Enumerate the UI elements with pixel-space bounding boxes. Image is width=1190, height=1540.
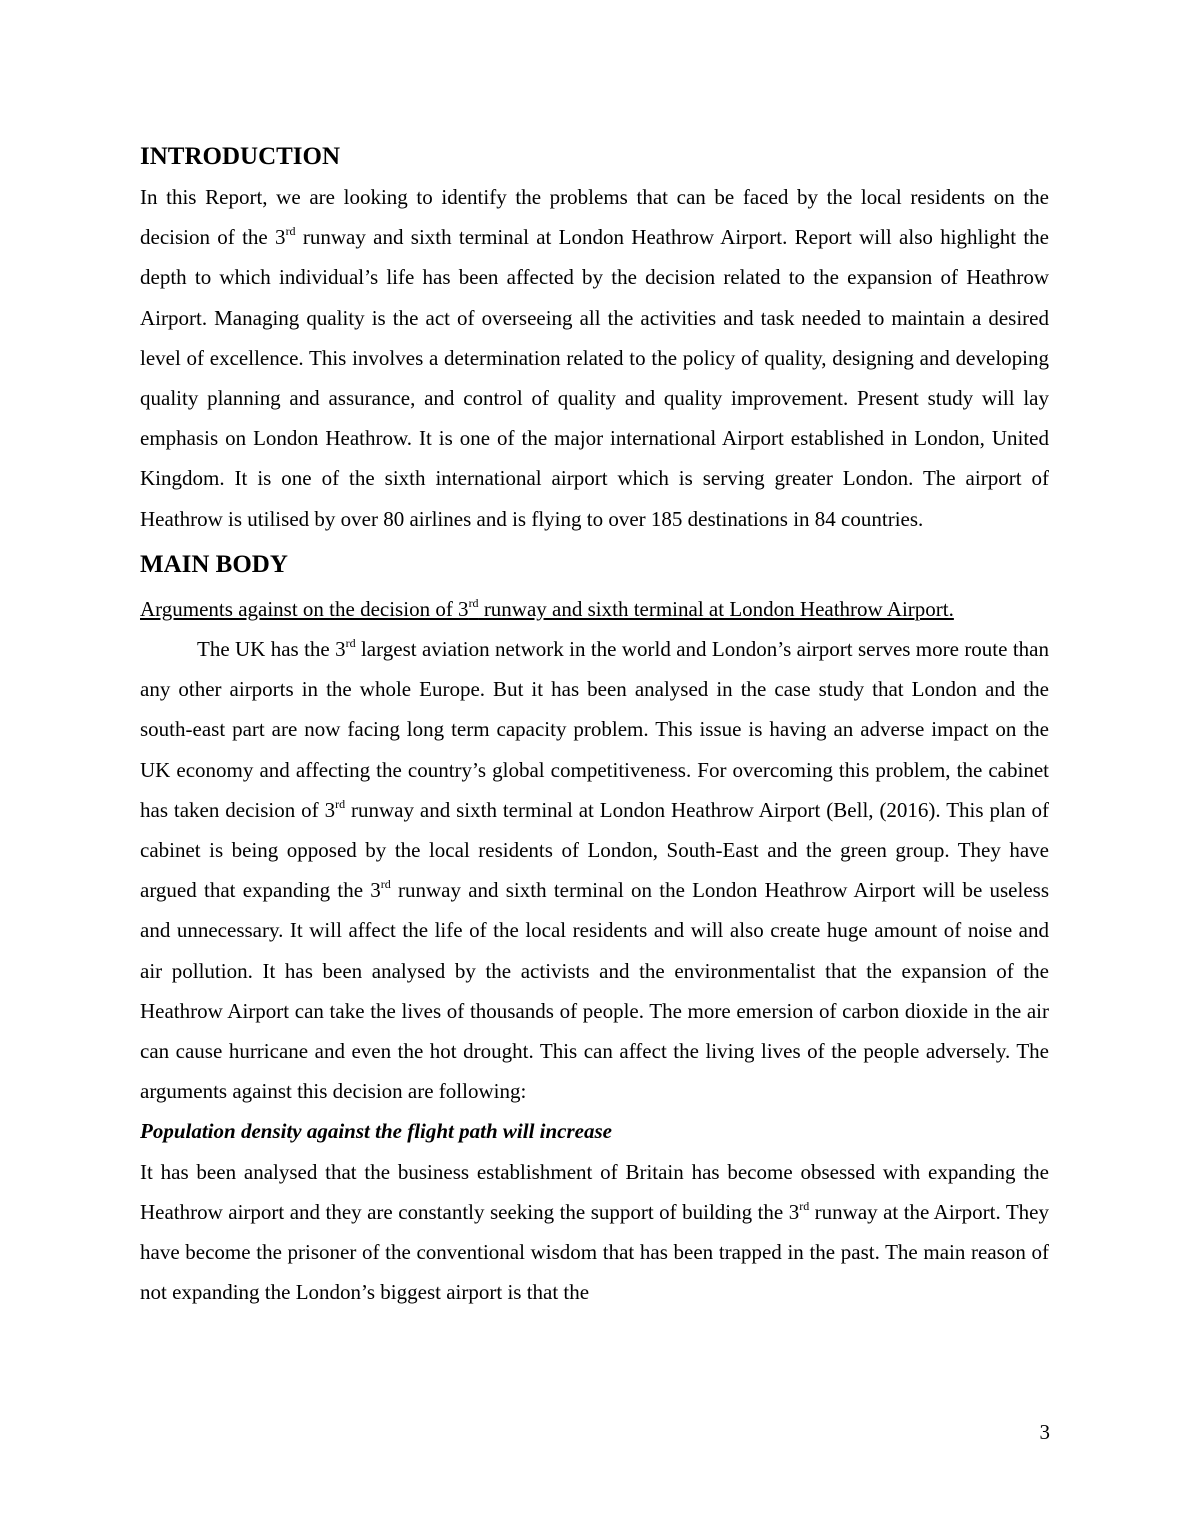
text-run: runway and sixth terminal at London Heathrow Airport. Report will also highlight the depth to which individual’s life has been affected by the decision related to the expansion of Heathrow Airport. Managing quality is the act of overseeing all the activities and task needed to maintain a desired level of excellence. This involves a determination related to the policy of quality, designing and developing quality planning and assurance, and control of quality and quality improvement. Present study will lay emphasis on London Heathrow. It is one of the major international Airport established in London, United Kingdom. It is one of the sixth international airport which is serving greater London. The airport of Heathrow is utilised by over 80 airlines and is flying to over 185 destinations in 84 countries. [140, 225, 1049, 531]
arguments-subheading [140, 589, 1049, 629]
text-run: runway at the Airport. They have become the prisoner of the conventional wisdom that has been trapped in the past. The main reason of not expanding the London’s biggest airport is that the [140, 1199, 1049, 1305]
superscript: rd [799, 1198, 810, 1213]
arguments-paragraph [140, 629, 1049, 1111]
population-density-heading: Population density against the flight path will increase [140, 1119, 612, 1144]
population-density-paragraph [140, 1152, 1049, 1313]
text-run: largest aviation network in the world and London’s airport serves more route than any other airports in the whole Europe. But it has been analysed in the case study that London and the south-east part are now facing long term capacity problem. This issue is having an adverse impact on the UK economy and affecting the country’s global competitiveness. For overcoming this problem, the cabinet has taken decision of 3 [140, 637, 1049, 822]
text-run: The UK has the 3 [197, 637, 346, 662]
introduction-paragraph [140, 177, 1049, 539]
page-number: 3 [1039, 1420, 1050, 1444]
text-run: runway and sixth terminal at London Heathrow Airport. [478, 596, 954, 621]
superscript: rd [380, 877, 391, 892]
introduction-heading: INTRODUCTION [140, 143, 341, 170]
page-content [140, 137, 1049, 1312]
text-run: runway and sixth terminal at London Heathrow Airport (Bell, (2016). This plan of cabinet is being opposed by the local residents of London, South-East and the green group. They have argued that expanding the 3 [140, 797, 1049, 903]
superscript: rd [285, 224, 296, 239]
superscript: rd [335, 796, 346, 811]
main-body-heading: MAIN BODY [140, 550, 288, 578]
text-run: In this Report, we are looking to identify the problems that can be faced by the local residents on the decision of the 3 [140, 185, 1049, 250]
text-run: runway and sixth terminal on the London Heathrow Airport will be useless and unnecessary. It will affect the life of the local residents and will also create huge amount of noise and air pollution. It has been analysed by the activists and the environmentalist that the expansion of the Heathrow Airport can take the lives of thousands of people. The more emersion of carbon dioxide in the air can cause hurricane and even the hot drought. This can affect the living lives of the people adversely. The arguments against this decision are following: [140, 878, 1049, 1104]
text-run: It has been analysed that the business establishment of Britain has become obsessed with expanding the Heathrow airport and they are constantly seeking the support of building the 3 [140, 1159, 1049, 1224]
text-run: Arguments against on the decision of 3 [140, 596, 469, 621]
superscript: rd [468, 595, 479, 610]
superscript: rd [345, 636, 356, 651]
